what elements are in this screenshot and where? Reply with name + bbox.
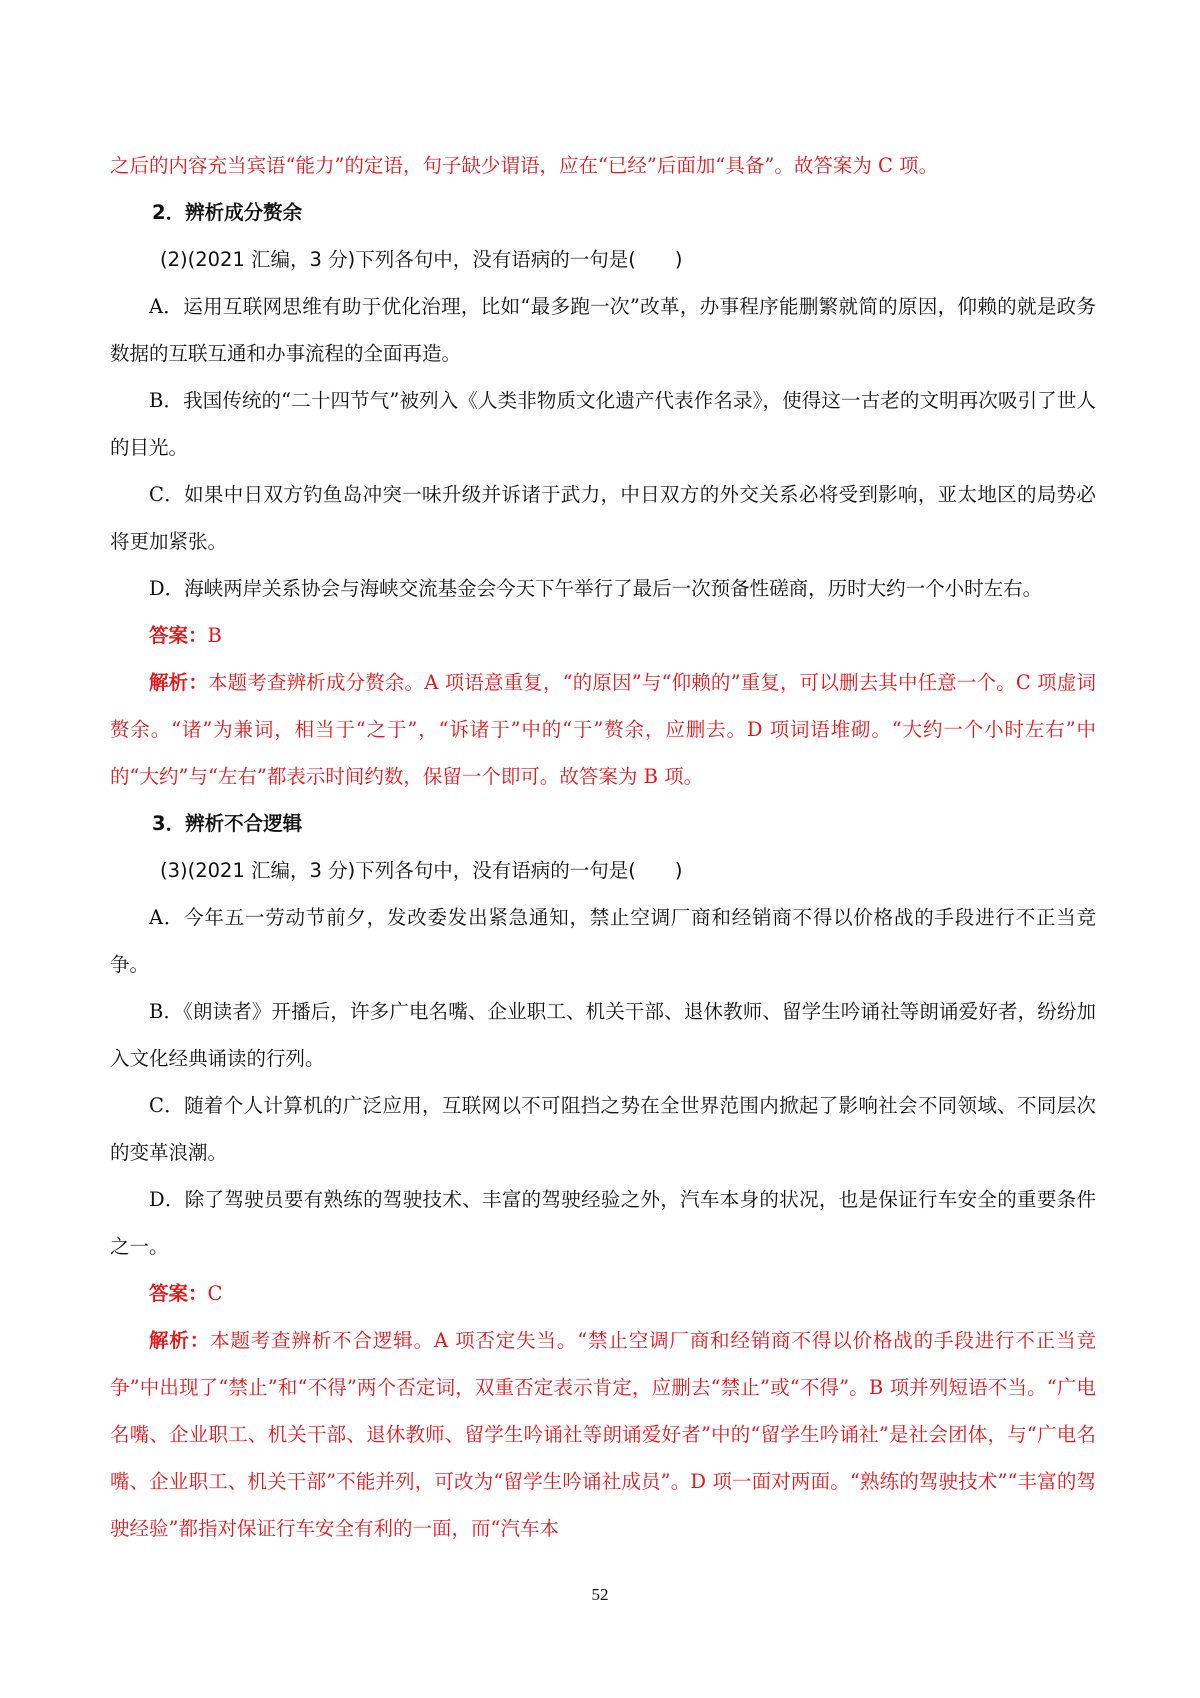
option-d: D．海峡两岸关系协会与海峡交流基金会今天下午举行了最后一次预备性磋商，历时大约一个小时左右。 (149, 577, 1043, 600)
question-2: (2)(2021 汇编，3 分)下列各句中，没有语病的一句是( ) (160, 248, 683, 271)
option-a: A．运用互联网思维有助于优化治理，比如“最多跑一次”改革，办事程序能删繁就简的原因，仰赖的就是政务数据的互联互通和办事流程的全面再造。 (110, 295, 1096, 365)
option-c: C．随着个人计算机的广泛应用，互联网以不可阻挡之势在全世界范围内掀起了影响社会不同领域、不同层次的变革浪潮。 (110, 1094, 1096, 1164)
option-a: A．今年五一劳动节前夕，发改委发出紧急通知，禁止空调厂商和经销商不得以价格战的手段进行不正当竞争。 (110, 906, 1096, 976)
answer-label: 答案： (149, 624, 208, 647)
analysis-text: 本题考查辨析不合逻辑。A 项否定失当。“禁止空调厂商和经销商不得以价格战的手段进行不正当竞争”中出现了“禁止”和“不得”两个否定词，双重否定表示肯定，应删去“禁止”或“不得”。B 项并列短语不当。“广电名嘴、企业职工、机关干部、退休教师、留学生吟诵社等朗诵爱好者”中的“留学生吟诵社”是社会团体，与“广电名嘴、企业职工、机关干部”不能并列，可改为“留学生吟诵社成员”。D 项一面对两面。“熟练的驾驶技术”“丰富的驾驶经验”都指对保证行车安全有利的一面，而“汽车本 (110, 1329, 1096, 1540)
option-b: B．《朗读者》开播后，许多广电名嘴、企业职工、机关干部、退休教师、留学生吟诵社等朗诵爱好者，纷纷加入文化经典诵读的行列。 (110, 1000, 1096, 1070)
analysis-label: 解析： (149, 1329, 211, 1352)
analysis-text: 本题考查辨析成分赘余。A 项语意重复，“的原因”与“仰赖的”重复，可以删去其中任意一个。C 项虚词赘余。“诸”为兼词，相当于“之于”，“诉诸于”中的“于”赘余，应删去。D 项词语堆砌。“大约一个小时左右”中的“大约”与“左右”都表示时间约数，保留一个即可。故答案为 B 项。 (110, 671, 1096, 788)
section-heading-logic: 3．辨析不合逻辑 (152, 812, 303, 835)
answer-line (110, 612, 1096, 659)
analysis-paragraph (110, 1317, 1096, 1552)
answer-value: B (207, 624, 222, 647)
answer-label: 答案： (149, 1282, 208, 1305)
option-b: B．我国传统的“二十四节气”被列入《人类非物质文化遗产代表作名录》，使得这一古老的文明再次吸引了世人的目光。 (110, 389, 1096, 459)
document-page (110, 142, 1096, 1552)
analysis-label: 解析： (149, 671, 208, 694)
question-3: (3)(2021 汇编，3 分)下列各句中，没有语病的一句是( ) (160, 859, 683, 882)
analysis-paragraph (110, 659, 1096, 800)
previous-analysis-tail: 之后的内容充当宾语“能力”的定语，句子缺少谓语，应在“已经”后面加“具备”。故答案为 C 项。 (110, 154, 939, 177)
page-number: 52 (591, 1585, 609, 1604)
answer-line (110, 1270, 1096, 1317)
option-c: C．如果中日双方钓鱼岛冲突一味升级并诉诸于武力，中日双方的外交关系必将受到影响，亚太地区的局势必将更加紧张。 (110, 483, 1096, 553)
section-heading-redundancy: 2．辨析成分赘余 (152, 201, 303, 224)
option-d: D．除了驾驶员要有熟练的驾驶技术、丰富的驾驶经验之外，汽车本身的状况，也是保证行车安全的重要条件之一。 (110, 1188, 1096, 1258)
answer-value: C (207, 1282, 223, 1305)
